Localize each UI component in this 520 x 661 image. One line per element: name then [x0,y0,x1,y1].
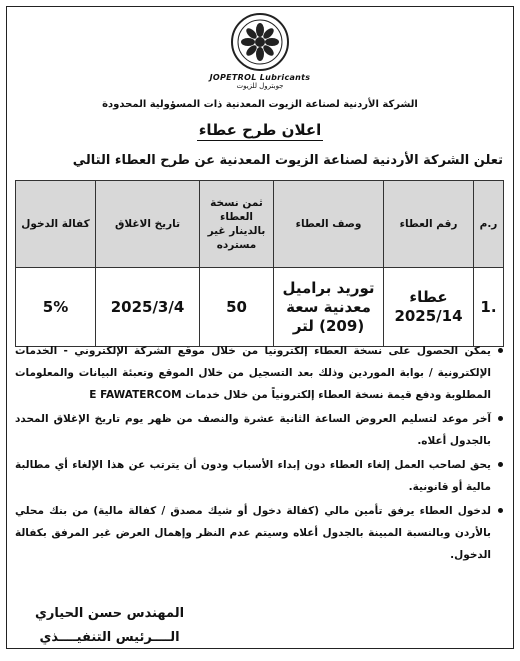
cell-closing-date: 2025/3/4 [96,268,200,347]
header-description: وصف العطاء [274,181,384,268]
signatory-title: الــــرئيس التنفيــــذي [39,630,180,645]
company-name: الشركة الأردنية لصناعة الزيوت المعدنية ذات المسؤولية المحدودة [102,99,418,110]
cell-description: توريد براميل معدنية سعة (209) لتر [274,268,384,347]
tender-table [15,180,504,347]
header-tender-no: رقم العطاء [384,181,474,268]
page-title-text: اعلان طرح عطاء [198,121,322,139]
logo-block [7,13,513,90]
cell-tender-no: عطاء 2025/14 [384,268,474,347]
brand-name-arabic: جوبترول للزيوت [236,82,284,90]
header-closing-date: تاريخ الاغلاق [96,181,200,268]
list-item: يمكن الحصول على نسخة العطاء إلكترونيا من خلال موقع الشركة الإلكتروني - الخدمات الإلكترونية / بوابة الموردين وذلك بعد التسجيل من خلال الموقع وتعبئة البيانات والمعلومات المطلوبة ودفع قيمة نسخة العطاء إلكترونياً من خلال خدمات E FAWATERCOM [15,340,491,406]
table-row [16,268,504,347]
table-header-row [16,181,504,268]
header-bond: كفالة الدخول [16,181,96,268]
header-price: ثمن نسخة العطاء بالدينار غير مسترده [200,181,274,268]
page-title [7,121,513,139]
tender-announcement [6,6,514,649]
signature-block [35,602,184,650]
header-num: ر.م [474,181,504,268]
list-item: يحق لصاحب العمل إلغاء العطاء دون إبداء الأسباب ودون أن يترتب عن هذا الإلغاء أي مطالبة مالية أو قانونية. [15,454,491,498]
signatory-name: المهندس حسن الحياري [35,606,185,621]
notes-list [15,340,505,568]
cell-bond: 5% [16,268,96,347]
company-logo-icon [231,13,289,71]
list-item: لدخول العطاء يرفق تأمين مالي (كفالة دخول أو شيك مصدق / كفالة مالية) من بنك محلي بالأردن وبالنسبة المبينة بالجدول أعلاه وسيتم عدم النظر وإهمال العرض غير المرفق بكفالة الدخول. [15,500,491,566]
brand-name: JOPETROL Lubricants [209,73,311,82]
cell-num: 1. [474,268,504,347]
cell-price: 50 [200,268,274,347]
intro-text: تعلن الشركة الأردنية لصناعة الزيوت المعدنية عن طرح العطاء التالي [72,153,503,168]
list-item: آخر موعد لتسليم العروض الساعة الثانية عشرة والنصف من ظهر يوم تاريخ الإغلاق المحدد بالجدول أعلاه. [15,408,491,452]
